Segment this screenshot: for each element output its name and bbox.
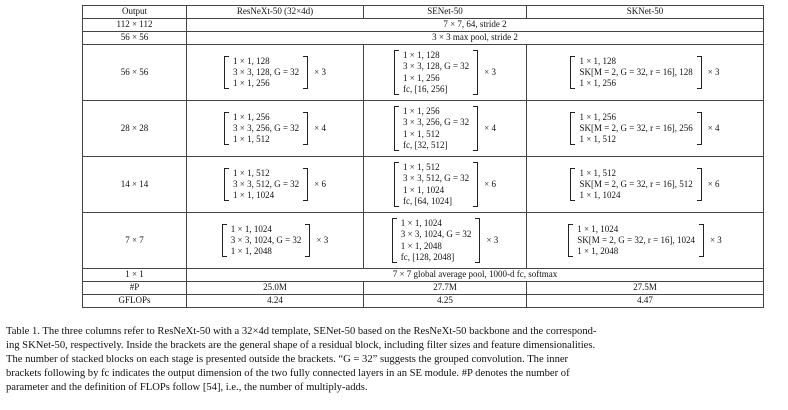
- pool-text: 3 × 3 max pool, stride 2: [187, 32, 764, 45]
- stage-resnext-block: [187, 213, 364, 269]
- stage-output: 7 × 7: [83, 213, 187, 269]
- architecture-table: [82, 5, 764, 308]
- repeat-count: × 3: [484, 66, 496, 77]
- left-bracket: [392, 218, 397, 263]
- flops-sknet: 4.47: [527, 295, 764, 308]
- right-bracket: [303, 112, 308, 146]
- block-line: 1 × 1, 512: [233, 167, 270, 178]
- stage-senet-block: [364, 213, 527, 269]
- right-bracket: [303, 56, 308, 90]
- right-bracket: [473, 106, 478, 151]
- table-row: [83, 213, 764, 269]
- left-bracket: [394, 50, 399, 95]
- table-row: [83, 282, 764, 295]
- stage-senet-block: [364, 101, 527, 157]
- left-bracket: [224, 112, 229, 146]
- right-bracket: [473, 50, 478, 95]
- left-bracket: [394, 162, 399, 207]
- flops-resnext: 4.24: [187, 295, 364, 308]
- block-line: fc, [128, 2048]: [400, 251, 455, 262]
- block-line: 1 × 1, 512: [233, 134, 270, 145]
- table-row: [83, 32, 764, 45]
- block-line: 1 × 1, 1024: [577, 223, 619, 234]
- params-senet: 27.7M: [364, 282, 527, 295]
- block-line: 1 × 1, 512: [403, 161, 440, 172]
- caption-line: The number of stacked blocks on each stage is presented outside the brackets. “G = 32” suggests the grouped convolution. The inner: [6, 354, 569, 365]
- block-line: 1 × 1, 256: [579, 111, 617, 122]
- table-row: [83, 19, 764, 32]
- block-line: 1 × 1, 1024: [230, 223, 272, 234]
- block-line: 1 × 1, 1024: [233, 190, 275, 201]
- block-line: 3 × 3, 256, G = 32: [233, 122, 300, 133]
- right-bracket: [473, 162, 478, 207]
- stage-resnext-block: [187, 101, 364, 157]
- header-resnext: ResNeXt-50 (32×4d): [187, 6, 364, 19]
- left-bracket: [224, 56, 229, 90]
- table-caption: [6, 325, 782, 395]
- table-row: [83, 269, 764, 282]
- right-bracket: [475, 218, 480, 263]
- block-line: 1 × 1, 128: [579, 55, 617, 66]
- block-line: fc, [64, 1024]: [403, 195, 452, 206]
- params-resnext: 25.0M: [187, 282, 364, 295]
- block-line: 1 × 1, 1024: [400, 217, 442, 228]
- left-bracket: [570, 56, 575, 90]
- caption-line: ing SKNet-50, respectively. Inside the brackets are the general shape of a residual block, including filter sizes and feature dimensionalities.: [6, 340, 596, 351]
- repeat-count: × 4: [707, 122, 720, 133]
- pool-output: 56 × 56: [83, 32, 187, 45]
- block-line: 1 × 1, 512: [403, 128, 440, 139]
- stage-sknet-block: [527, 213, 764, 269]
- block-line: 1 × 1, 512: [579, 167, 617, 178]
- block-line: 3 × 3, 512, G = 32: [403, 173, 470, 184]
- conv1-text: 7 × 7, 64, stride 2: [187, 19, 764, 32]
- final-output: 1 × 1: [83, 269, 187, 282]
- block-line: 3 × 3, 128, G = 32: [403, 61, 470, 72]
- stage-resnext-block: [187, 45, 364, 101]
- stage-output: 56 × 56: [83, 45, 187, 101]
- block-line: 1 × 1, 2048: [577, 246, 619, 257]
- block-line: 3 × 3, 1024, G = 32: [230, 234, 302, 245]
- left-bracket: [222, 224, 227, 258]
- repeat-count: × 4: [484, 122, 496, 133]
- stage-senet-block: [364, 157, 527, 213]
- table-row: [83, 295, 764, 308]
- right-bracket: [697, 112, 702, 146]
- block-line: 1 × 1, 256: [233, 78, 270, 89]
- block-line: 1 × 1, 1024: [579, 190, 621, 201]
- flops-label: GFLOPs: [83, 295, 187, 308]
- caption-line: brackets following by fc indicates the output dimension of the two fully connected layers in an SE module. #P denotes the number of: [6, 368, 570, 379]
- right-bracket: [305, 224, 310, 258]
- stage-senet-block: [364, 45, 527, 101]
- right-bracket: [697, 168, 702, 202]
- header-senet: SENet-50: [364, 6, 527, 19]
- right-bracket: [303, 168, 308, 202]
- final-text: 7 × 7 global average pool, 1000-d fc, softmax: [187, 269, 764, 282]
- header-output: Output: [83, 6, 187, 19]
- stage-sknet-block: [527, 101, 764, 157]
- repeat-count: × 3: [314, 66, 326, 77]
- block-line: 1 × 1, 512: [579, 134, 617, 145]
- right-bracket: [699, 224, 704, 258]
- block-line: 1 × 1, 2048: [230, 246, 272, 257]
- block-line: 3 × 3, 1024, G = 32: [400, 229, 472, 240]
- block-line: fc, [16, 256]: [403, 83, 448, 94]
- repeat-count: × 6: [314, 178, 326, 189]
- conv1-output: 112 × 112: [83, 19, 187, 32]
- block-line: 3 × 3, 512, G = 32: [233, 178, 300, 189]
- right-bracket: [697, 56, 702, 90]
- table-row: [83, 45, 764, 101]
- block-line: 1 × 1, 256: [233, 111, 270, 122]
- repeat-count: × 6: [707, 178, 720, 189]
- block-line: 1 × 1, 1024: [403, 184, 445, 195]
- stage-output: 14 × 14: [83, 157, 187, 213]
- params-label: #P: [83, 282, 187, 295]
- table-row: [83, 157, 764, 213]
- block-line: 1 × 1, 256: [579, 78, 617, 89]
- block-line: 1 × 1, 2048: [400, 240, 442, 251]
- block-line: 1 × 1, 128: [403, 49, 440, 60]
- block-line: SK[M = 2, G = 32, r = 16], 1024: [577, 234, 695, 245]
- left-bracket: [224, 168, 229, 202]
- left-bracket: [394, 106, 399, 151]
- block-line: SK[M = 2, G = 32, r = 16], 128: [579, 66, 693, 77]
- repeat-count: × 6: [484, 178, 496, 189]
- block-line: 3 × 3, 128, G = 32: [233, 66, 300, 77]
- table-row: [83, 101, 764, 157]
- block-line: 1 × 1, 256: [403, 105, 440, 116]
- repeat-count: × 4: [314, 122, 326, 133]
- repeat-count: × 3: [316, 234, 329, 245]
- table-header-row: [83, 6, 764, 19]
- caption-line: parameter and the definition of FLOPs follow [54], i.e., the number of multiply-adds.: [6, 382, 368, 393]
- block-line: fc, [32, 512]: [403, 139, 448, 150]
- left-bracket: [570, 168, 575, 202]
- left-bracket: [570, 112, 575, 146]
- header-sknet: SKNet-50: [527, 6, 764, 19]
- block-line: 3 × 3, 256, G = 32: [403, 117, 470, 128]
- caption-line: Table 1. The three columns refer to ResNeXt-50 with a 32×4d template, SENet-50 based on the ResNeXt-50 backbone and the correspond-: [6, 326, 597, 337]
- repeat-count: × 3: [707, 66, 720, 77]
- block-line: 1 × 1, 256: [403, 72, 440, 83]
- repeat-count: × 3: [709, 234, 722, 245]
- repeat-count: × 3: [486, 234, 499, 245]
- stage-sknet-block: [527, 45, 764, 101]
- block-line: SK[M = 2, G = 32, r = 16], 512: [579, 178, 693, 189]
- stage-resnext-block: [187, 157, 364, 213]
- stage-sknet-block: [527, 157, 764, 213]
- left-bracket: [568, 224, 573, 258]
- params-sknet: 27.5M: [527, 282, 764, 295]
- stage-output: 28 × 28: [83, 101, 187, 157]
- flops-senet: 4.25: [364, 295, 527, 308]
- block-line: SK[M = 2, G = 32, r = 16], 256: [579, 122, 693, 133]
- block-line: 1 × 1, 128: [233, 55, 270, 66]
